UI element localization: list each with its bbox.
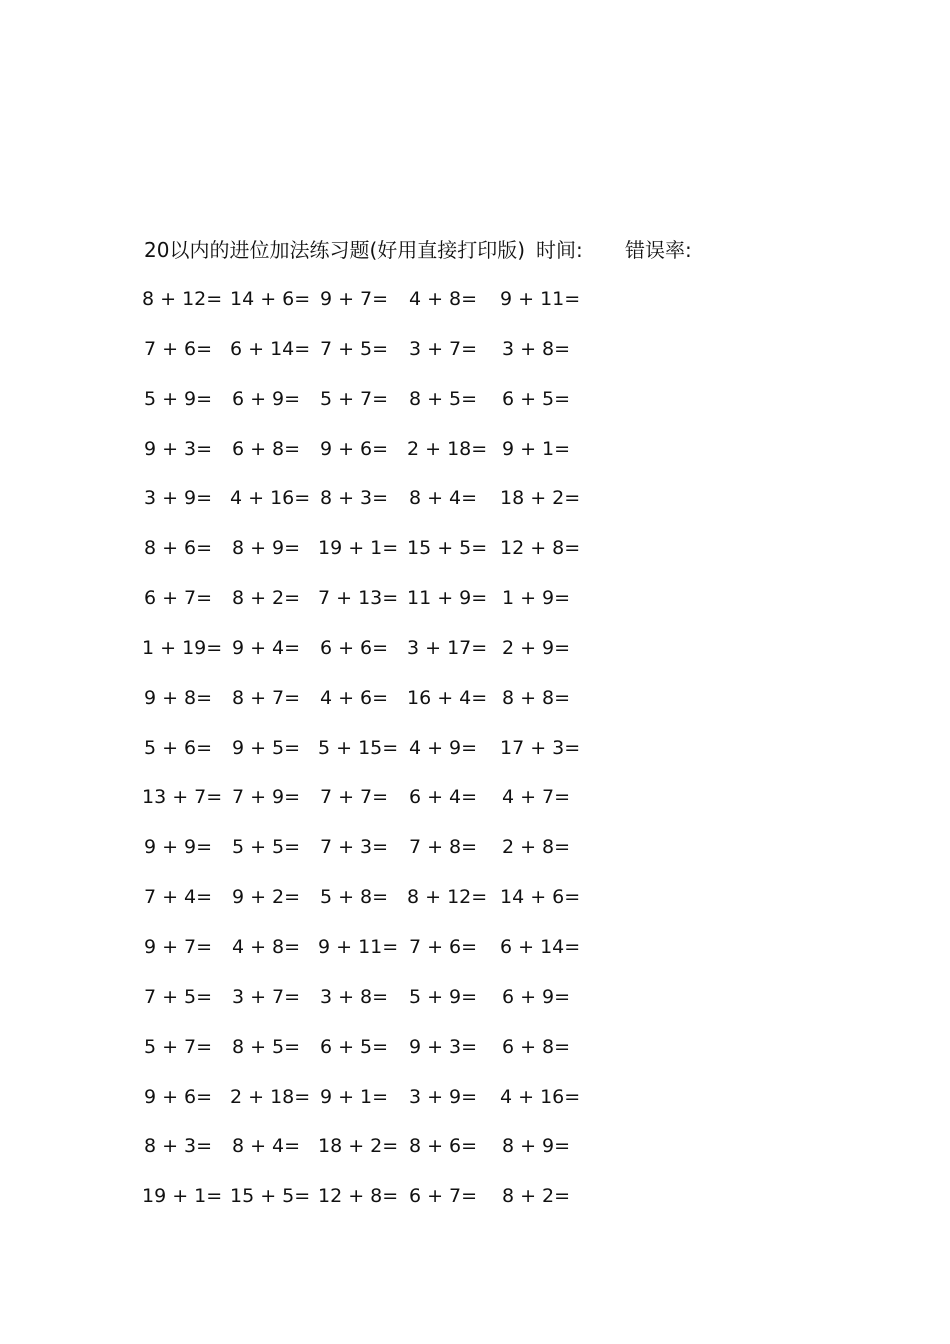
addition-problem: 5 + 7= <box>319 387 389 410</box>
addition-problem: 3 + 9= <box>143 487 213 510</box>
addition-problem: 5 + 9= <box>143 387 213 410</box>
addition-problem: 18 + 2= <box>500 487 581 510</box>
addition-problem: 5 + 9= <box>408 985 478 1008</box>
addition-problem: 2 + 18= <box>407 437 488 460</box>
addition-problem: 8 + 4= <box>231 1135 301 1158</box>
addition-problem: 6 + 7= <box>408 1185 478 1208</box>
addition-problem: 9 + 6= <box>319 437 389 460</box>
addition-problem: 8 + 8= <box>501 686 571 709</box>
addition-problem: 6 + 4= <box>408 786 478 809</box>
addition-problem: 5 + 6= <box>143 736 213 759</box>
addition-problem: 9 + 1= <box>319 1085 389 1108</box>
addition-problem: 9 + 4= <box>231 636 301 659</box>
addition-problem: 15 + 5= <box>230 1185 311 1208</box>
addition-problem: 7 + 9= <box>231 786 301 809</box>
addition-problem: 3 + 9= <box>408 1085 478 1108</box>
addition-problem: 3 + 8= <box>501 337 571 360</box>
addition-problem: 8 + 3= <box>319 487 389 510</box>
addition-problem: 13 + 7= <box>142 786 223 809</box>
addition-problem: 19 + 1= <box>142 1185 223 1208</box>
addition-problem: 5 + 7= <box>143 1035 213 1058</box>
addition-problem: 9 + 7= <box>143 935 213 958</box>
addition-problem: 1 + 9= <box>501 587 571 610</box>
addition-problem: 8 + 5= <box>231 1035 301 1058</box>
addition-problem: 9 + 9= <box>143 836 213 859</box>
addition-problem: 4 + 7= <box>501 786 571 809</box>
problem-row <box>144 1181 604 1231</box>
problem-row <box>144 1032 604 1082</box>
addition-problem: 14 + 6= <box>230 288 311 310</box>
addition-problem: 7 + 6= <box>408 935 478 958</box>
problem-row <box>144 583 604 633</box>
addition-problem: 4 + 16= <box>230 487 311 510</box>
problem-row <box>144 683 604 733</box>
problem-row <box>144 1131 604 1181</box>
addition-problem: 6 + 5= <box>319 1035 389 1058</box>
addition-problem: 8 + 9= <box>231 537 301 560</box>
addition-problem: 15 + 5= <box>407 537 488 560</box>
addition-problem: 12 + 8= <box>318 1185 399 1208</box>
addition-problem: 6 + 14= <box>230 337 311 360</box>
addition-problem: 4 + 6= <box>319 686 389 709</box>
addition-problem: 8 + 4= <box>408 487 478 510</box>
addition-problem: 14 + 6= <box>500 886 581 909</box>
addition-problem: 2 + 18= <box>230 1085 311 1108</box>
addition-problem: 8 + 6= <box>408 1135 478 1158</box>
problem-row <box>144 434 604 484</box>
addition-problem: 4 + 8= <box>231 935 301 958</box>
problem-row <box>144 633 604 683</box>
addition-problem: 9 + 3= <box>408 1035 478 1058</box>
problem-row <box>144 882 604 932</box>
addition-problem: 9 + 11= <box>318 935 399 958</box>
addition-problem: 4 + 8= <box>408 288 478 310</box>
addition-problem: 9 + 2= <box>231 886 301 909</box>
addition-problem: 6 + 9= <box>501 985 571 1008</box>
addition-problem: 12 + 8= <box>500 537 581 560</box>
addition-problem: 9 + 6= <box>143 1085 213 1108</box>
problem-row <box>144 982 604 1032</box>
addition-problem: 11 + 9= <box>407 587 488 610</box>
worksheet-header <box>144 235 764 265</box>
addition-problem: 3 + 8= <box>319 985 389 1008</box>
addition-problem: 2 + 9= <box>501 636 571 659</box>
addition-problem: 7 + 5= <box>143 985 213 1008</box>
addition-problem: 9 + 8= <box>143 686 213 709</box>
addition-problem: 1 + 19= <box>142 636 223 659</box>
addition-problem: 8 + 2= <box>501 1185 571 1208</box>
addition-problem: 3 + 17= <box>407 636 488 659</box>
addition-problem: 8 + 5= <box>408 387 478 410</box>
time-label: 时间: <box>536 238 583 262</box>
problem-row <box>144 782 604 832</box>
problem-row <box>144 334 604 384</box>
worksheet-title: 20以内的进位加法练习题(好用直接打印版) <box>144 238 526 262</box>
addition-problem: 18 + 2= <box>318 1135 399 1158</box>
addition-problem: 6 + 14= <box>500 935 581 958</box>
addition-problem: 8 + 12= <box>407 886 488 909</box>
addition-problem: 9 + 1= <box>501 437 571 460</box>
addition-problem: 8 + 6= <box>143 537 213 560</box>
problem-row <box>144 932 604 982</box>
error-rate-label: 错误率: <box>625 238 692 262</box>
addition-problem: 8 + 9= <box>501 1135 571 1158</box>
addition-problem: 17 + 3= <box>500 736 581 759</box>
addition-problem: 5 + 15= <box>318 736 399 759</box>
addition-problem: 8 + 12= <box>142 288 223 310</box>
addition-problem: 7 + 6= <box>143 337 213 360</box>
addition-problem: 8 + 3= <box>143 1135 213 1158</box>
addition-problem: 3 + 7= <box>408 337 478 360</box>
addition-problem: 3 + 7= <box>231 985 301 1008</box>
problem-row <box>144 483 604 533</box>
addition-problem: 9 + 7= <box>319 288 389 310</box>
problem-row <box>144 284 604 334</box>
addition-problem: 7 + 13= <box>318 587 399 610</box>
addition-problem: 4 + 9= <box>408 736 478 759</box>
addition-problem: 5 + 5= <box>231 836 301 859</box>
addition-problem: 7 + 7= <box>319 786 389 809</box>
addition-problem: 9 + 5= <box>231 736 301 759</box>
addition-problem: 6 + 8= <box>231 437 301 460</box>
addition-problem: 8 + 7= <box>231 686 301 709</box>
addition-problem: 6 + 9= <box>231 387 301 410</box>
problem-row <box>144 832 604 882</box>
addition-problem: 5 + 8= <box>319 886 389 909</box>
addition-problem: 19 + 1= <box>318 537 399 560</box>
addition-problem: 9 + 11= <box>500 288 581 310</box>
addition-problem: 7 + 3= <box>319 836 389 859</box>
addition-problem: 7 + 8= <box>408 836 478 859</box>
addition-problem: 8 + 2= <box>231 587 301 610</box>
problem-grid <box>144 284 604 1231</box>
addition-problem: 2 + 8= <box>501 836 571 859</box>
addition-problem: 6 + 7= <box>143 587 213 610</box>
addition-problem: 6 + 8= <box>501 1035 571 1058</box>
problem-row <box>144 1082 604 1132</box>
addition-problem: 4 + 16= <box>500 1085 581 1108</box>
addition-problem: 6 + 5= <box>501 387 571 410</box>
problem-row <box>144 533 604 583</box>
addition-problem: 6 + 6= <box>319 636 389 659</box>
addition-problem: 7 + 4= <box>143 886 213 909</box>
problem-row <box>144 384 604 434</box>
addition-problem: 9 + 3= <box>143 437 213 460</box>
addition-problem: 16 + 4= <box>407 686 488 709</box>
problem-row <box>144 733 604 783</box>
addition-problem: 7 + 5= <box>319 337 389 360</box>
